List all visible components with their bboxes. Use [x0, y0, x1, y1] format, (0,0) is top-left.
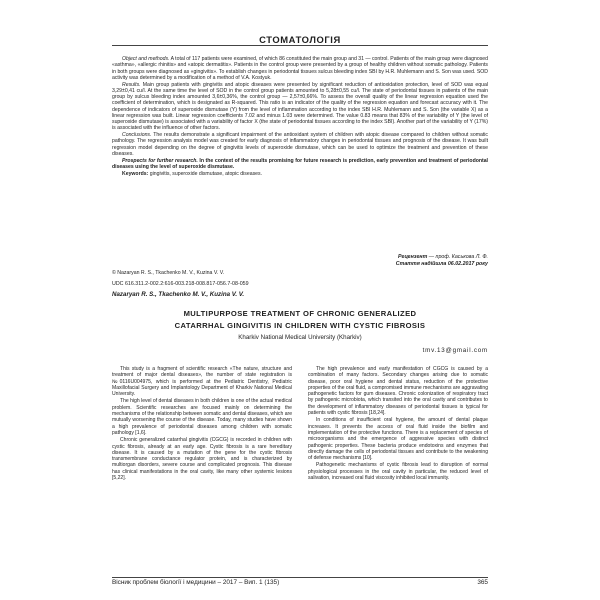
institution: Kharkiv National Medical University (Kharkiv): [238, 334, 362, 341]
udc-code: UDC 616.311.2-002.2:616-003.218-008.817-056.7-08-059: [112, 281, 249, 287]
page-header: [112, 34, 488, 47]
paragraph: The high level of dental diseases in both children is one of the actual medical problem. Scientific researches are focused mainly on determining the mechanisms of the relationship between somatic and dental diseases, which are mutually worsening the course of the disease. Today, many studies have shown a high prevalence of periodontal diseases among children with somatic pathology [1,6].: [112, 398, 292, 436]
copyright-line: © Nazaryan R. S., Tkachenko M. V., Kuzina V. V.: [112, 270, 225, 276]
header-rule: [112, 45, 488, 46]
prospects-lead: Prospects for further research.: [122, 157, 198, 164]
journal-name: Вісник проблем біології і медицини – 2017 – Вип. 1 (135): [112, 579, 280, 586]
reviewer-block: [396, 254, 488, 268]
author-email[interactable]: tmv.13@gmail.com: [422, 347, 488, 354]
paragraph: Chronic generalized catarrhal gingivitis (CGCG) is recorded in children with cystic fibrosis, already at an early age. Cystic fibrosis is a rare hereditary disease. It is caused by a mutation of the gene for the cystic fibrosis transmembrane conductance regulator protein, and is characterized by multiorgan disorders, severe course and complicated prognosis. This disease has clinical manifestations in the oral cavity, like many other systemic lesions [5,22].: [112, 437, 292, 482]
conclusions-lead: Conclusions.: [122, 132, 152, 138]
paragraph: In conditions of insufficient oral hygiene, the amount of dental plaque increases. It prevents the access of oral fluid inside the biofilm and implementation of the protective functions. There is a replacement of species of microorganisms and the emergence of aggressive species with distinct pathogenic properties. These bacteria produce endotoxins and enzymes that directly damage the cells of periodontal tissues and contribute to the weakening of defense mechanisms [10].: [308, 417, 488, 462]
results-text: Main group patients with gingivitis and atopic diseases were presented by significant reduction of antioxidation protection, level of SOD was equal 3,29±0,41 cu/l. At the same time the level of SOD in the control group patients amounted to 5,28±0,55 cu/l. The state of periodontal tissues in patients of the main group by sulcus bleeding index amounted 3,6±0,36%, the control group — 2,57±0,66%. To assess the overall quality of the linear regression equation used the coefficient of determination, which is designated as R-squared. This ratio is an indicator of the quality of the regression equation and forecast accuracy with it. The dependence of indicators of superoxide dismutase (Y) from the level of inflammation according to the index SBI H.R. Muhlemann and S. Son (the variable X) as a linear regression was built. Linear regression coefficients 7.02 and minus 1.03 were determined. The value 0.83 means that 83% of the variability of Y (the level of superoxide dismutase) is associated with a variability of factor X (the state of periodontal tissues according to the index SBI). Another part of the variability of Y (17%) is associated with the influence of other factors.: [112, 81, 488, 132]
abstract-conclusions: [112, 132, 488, 157]
english-abstract: [112, 56, 488, 177]
paragraph: Pathogenetic mechanisms of cystic fibrosis lead to disruption of normal physiological processes in the oral cavity in particular, the reduced level of salivation, increased oral fluid viscosity inhibited local immunity.: [308, 462, 488, 482]
body-column-left: [112, 366, 292, 482]
reviewer-line: [396, 254, 488, 261]
abstract-methods: [112, 56, 488, 81]
page-number: 365: [477, 579, 488, 586]
footer-rule: [112, 577, 488, 578]
results-lead: Results.: [122, 81, 141, 88]
methods-lead: Object and methods.: [122, 56, 170, 62]
reviewer-name: — проф. Каськова Л. Ф.: [428, 254, 488, 260]
body-column-right: [308, 366, 488, 482]
keywords-lead: Keywords:: [122, 170, 149, 177]
received-date: Стаття надійшла 06.02.2017 року: [395, 261, 488, 267]
prospects-text: In the context of the results promising for future research is prediction, early prevention and treatment of periodontal diseases using the level of superoxide dismutase.: [112, 157, 488, 170]
conclusions-text: The results demonstrate a significant impairment of the antioxidant system of children with atopic disease compared to children without somatic pathology. The regression analysis model was created for early diagnosis of inflammatory changes in periodontal tissues and prognosis of the disease. It was built regression model depending on the degree of gingivitis levels of superoxide dismutase, which can be used to optimize the treatment and prevention of these diseases.: [112, 132, 488, 157]
methods-text: A total of 117 patients were examined, of which 86 constituted the main group and 31 — control. Patients of the main group were diagnosed «asthma», «allergic rhinitis» and «atopic dermatitis». Patients in the control group were presented by a group of healthy children without somatic pathology. Patients in both groups were diagnosed as «gingivitis». To establish changes in periodontal tissues sulcus bleeding index SBI by H.R. Muhlemann and S. Son was used. SOD activity was determined by a modification of a method of V.A. Kostyuk.: [112, 56, 488, 81]
abstract-keywords: [112, 171, 488, 177]
abstract-prospects: [112, 158, 488, 171]
abstract-results: [112, 82, 488, 132]
paragraph: The high prevalence and early manifestation of CGCG is caused by a combination of many factors. Secondary changes arising due to somatic disease, poor oral hygiene and dental status, reduction of the protective properties of the oral fluid, a compromised immune mechanisms are aggravating pathogenetic factors for gum diseases. Chronic colonization of respiratory tract by pathogenic microbiota, which transited into the oral cavity and contributes to the development of inflammatory diseases of periodontal tissues is typical for patients with cystic fibrosis [18,24].: [308, 366, 488, 417]
section-title: СТОМАТОЛОГІЯ: [259, 34, 341, 45]
paragraph: This study is a fragment of scientific research «The nature, structure and treatment of major dental diseases», the number of state registration is №0116U004975, which is performed at the Pediatric Dentistry, Pediatric Maxillofacial Surgery and Implantology Department of Kharkiv National Medical University.: [112, 366, 292, 398]
article-title-line-2: CATARRHAL GINGIVITIS IN CHILDREN WITH CYSTIC FIBROSIS: [174, 321, 426, 330]
article-title: [112, 308, 488, 332]
page-footer: [112, 577, 488, 589]
author-list: Nazaryan R. S., Tkachenko M. V., Kuzina V. V.: [112, 291, 245, 298]
reviewer-label: Рецензент: [398, 254, 428, 260]
article-title-line-1: MULTIPURPOSE TREATMENT OF CHRONIC GENERALIZED: [183, 309, 417, 318]
keywords-text: gingivitis, superoxide dismutase, atopic diseases.: [149, 170, 263, 177]
